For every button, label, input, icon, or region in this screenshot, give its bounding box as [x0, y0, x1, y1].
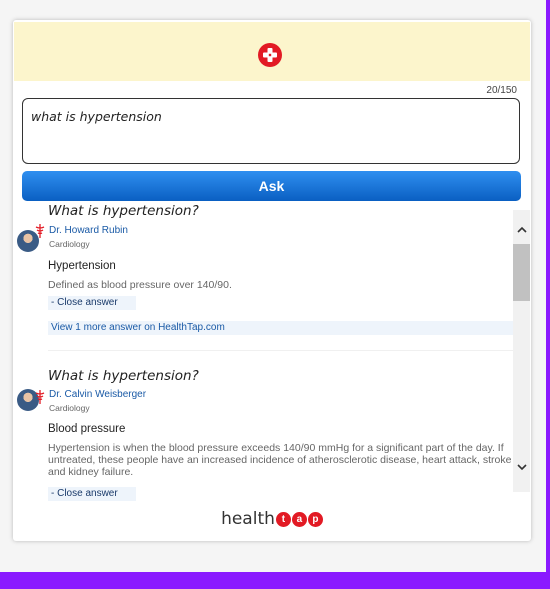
- close-answer-button[interactable]: - Close answer: [48, 296, 136, 310]
- answer-question[interactable]: What is hypertension?: [48, 203, 199, 219]
- logo-letter: p: [312, 513, 319, 525]
- caduceus-icon: [35, 224, 45, 238]
- character-counter: 20/150: [486, 85, 517, 96]
- logo-wordmark: health: [221, 509, 275, 529]
- answer-title: Blood pressure: [48, 423, 126, 435]
- logo-letter-badge: [308, 512, 323, 527]
- answers-list[interactable]: [17, 203, 515, 499]
- doctor-name[interactable]: Dr. Calvin Weisberger: [49, 389, 147, 400]
- question-input[interactable]: what is hypertension: [22, 98, 520, 164]
- logo-letter: a: [296, 513, 303, 525]
- logo-letter: t: [281, 513, 286, 525]
- healthtap-logo[interactable]: [13, 509, 531, 531]
- doctor-specialty: Cardiology: [49, 403, 90, 413]
- answer-text: Hypertension is when the blood pressure exceeds 140/90 mmHg for a significant part of the day. If untreated, these people have an increased incidence of atherosclerotic disease, heart attack, stroke and kidney failure.: [48, 442, 512, 478]
- doctor-specialty: Cardiology: [49, 239, 90, 249]
- brand-banner: [14, 22, 530, 81]
- answer-divider: [48, 350, 516, 351]
- red-cross-icon: [258, 43, 282, 67]
- healthtap-widget: [13, 20, 531, 541]
- caduceus-icon: [35, 390, 45, 404]
- answer-title: Hypertension: [48, 260, 116, 272]
- chevron-down-icon[interactable]: [513, 458, 530, 476]
- answers-scrollbar[interactable]: [513, 210, 530, 492]
- doctor-name[interactable]: Dr. Howard Rubin: [49, 225, 128, 236]
- ask-button[interactable]: Ask: [22, 171, 521, 201]
- logo-letter-badge: [292, 512, 307, 527]
- logo-letter-badge: [276, 512, 291, 527]
- chevron-up-icon[interactable]: [513, 220, 530, 238]
- close-answer-button[interactable]: - Close answer: [48, 487, 136, 501]
- answer-text: Defined as blood pressure over 140/90.: [48, 279, 232, 291]
- scrollbar-thumb[interactable]: [513, 244, 530, 301]
- view-more-answers-link[interactable]: View 1 more answer on HealthTap.com: [48, 321, 515, 335]
- answer-question[interactable]: What is hypertension?: [48, 368, 199, 384]
